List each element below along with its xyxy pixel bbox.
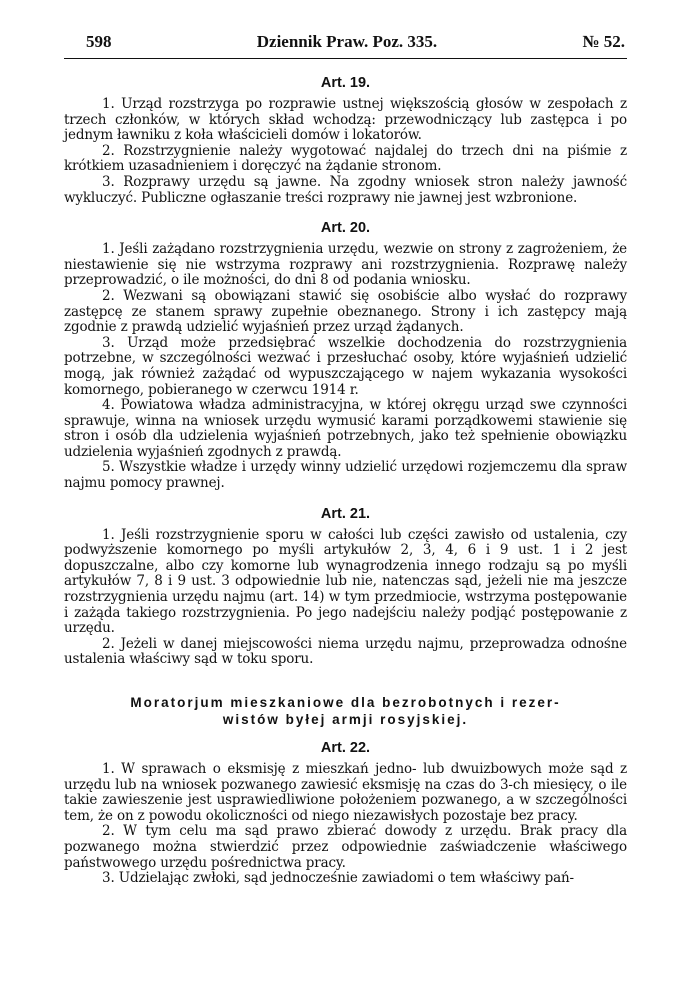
article-19-paragraph-2: 2. Rozstrzygnienie należy wygotować najdalej do trzech dni na piśmie z krótkiem uzasadnieniem i doręczyć na żądanie stronom. [64, 142, 627, 175]
section-heading-line-1: Moratorjum mieszkaniowe dla bezrobotnych i rezer- [130, 695, 561, 710]
section-heading-line-2: wistów byłej armji rosyjskiej. [222, 712, 469, 727]
article-20-paragraph-3: 3. Urząd może przedsiębrać wszelkie dochodzenia do rozstrzygnienia potrzebne, w szczególności wezwać i przesłuchać osoby, które wyjaśnień udzielić mogą, jak również zażądać od wypuszczającego w najem wykazania wysokości komornego, pobieranego w czerwcu 1914 r. [64, 334, 627, 398]
article-21-paragraph-2: 2. Jeżeli w danej miejscowości niema urzędu najmu, przeprowadza odnośne ustalenia właściwy sąd w toku sporu. [64, 635, 627, 668]
article-22-paragraph-1: 1. W sprawach o eksmisję z mieszkań jedno- lub dwuizbowych może sąd z urzędu lub na wniosek pozwanego zawiesić eksmisję na czas do 3-ch miesięcy, o ile takie zawieszenie jest usprawiedliwione położeniem pozwanego, a w szczególności tem, że on z powodu okoliczności od niego niezawisłych pozostaje bez pracy. [64, 761, 627, 824]
page-header [64, 32, 627, 59]
article-21-title: Art. 21. [320, 505, 371, 522]
article-20-paragraph-1: 1. Jeśli zażądano rozstrzygnienia urzędu, wezwie on strony z zagrożeniem, że niestawienie się nie wstrzyma rozprawy ani rozstrzygnienia. Rozprawę należy przeprowadzić, o ile możności, do dni 8 od podania wniosku. [64, 241, 627, 289]
journal-reference: Dziennik Praw. Poz. 335. [256, 32, 438, 51]
article-20-paragraph-5: 5. Wszystkie władze i urzędy winny udzielić urzędowi rozjemczemu dla spraw najmu pomocy prawnej. [64, 459, 627, 492]
page-number: 598 [86, 32, 112, 51]
article-20-paragraph-4: 4. Powiatowa władza administracyjna, w której okręgu urząd swe czynności sprawuje, winna na wniosek urzędu wymusić karami porządkowemi stawienie się stron i osób dla udzielenia wyjaśnień potrzebnych, jako też spełnienie obowiązku udzielenia wyjaśnień zgodnych z prawdą. [64, 397, 627, 460]
article-20-paragraph-2: 2. Wezwani są obowiązani stawić się osobiście albo wysłać do rozprawy zastępcę ze stanem sprawy zupełnie obeznanego. Strony i ich zastępcy mają zgodnie z prawdą udzielić wyjaśnień przez urząd żądanych. [64, 287, 627, 336]
article-19-title: Art. 19. [320, 75, 371, 91]
issue-number: № 52. [582, 32, 625, 51]
article-21-paragraph-1: 1. Jeśli rozstrzygnienie sporu w całości lub części zawisło od ustalenia, czy podwyższenie komornego po myśli artykułów 2, 3, 4, 6 i 9 ust. 1 i 2 jest dopuszczalne, albo czy komorne lub wynagrodzenia innego rodzaju są po myśli artykułów 7, 8 i 9 ust. 3 odpowiednie lub nie, natenczas sąd, jeżeli nie ma jeszcze rozstrzygnienia urzędu najmu (art. 14) w tym przedmiocie, wstrzyma postępowanie i zażąda takiego rozstrzygnienia. Po jego nadejściu należy podjąć postępowanie z urzędu. [64, 526, 627, 637]
section-heading [64, 694, 627, 728]
article-22-paragraph-3: 3. Udzielając zwłoki, sąd jednocześnie zawiadomi o tem właściwy pań- [102, 870, 574, 887]
article-19-paragraph-1: 1. Urząd rozstrzyga po rozprawie ustnej większością głosów w zespołach z trzech członków, w których skład wchodzą: przewodniczący lub zastępca i po jednym ławniku z koła właścicieli domów i lokatorów. [64, 96, 627, 144]
article-19-paragraph-3: 3. Rozprawy urzędu są jawne. Na zgodny wniosek stron należy jawność wykluczyć. Publiczne ogłaszanie treści rozprawy nie jawnej jest wzbronione. [64, 173, 627, 206]
article-22-title: Art. 22. [320, 740, 371, 756]
article-20-title: Art. 20. [320, 220, 371, 237]
article-22-paragraph-2: 2. W tym celu ma sąd prawo zbierać dowody z urzędu. Brak pracy dla pozwanego można stwierdzić przez odpowiednie zaświadczenie właściwego państwowego urzędu pośrednictwa pracy. [64, 823, 627, 871]
